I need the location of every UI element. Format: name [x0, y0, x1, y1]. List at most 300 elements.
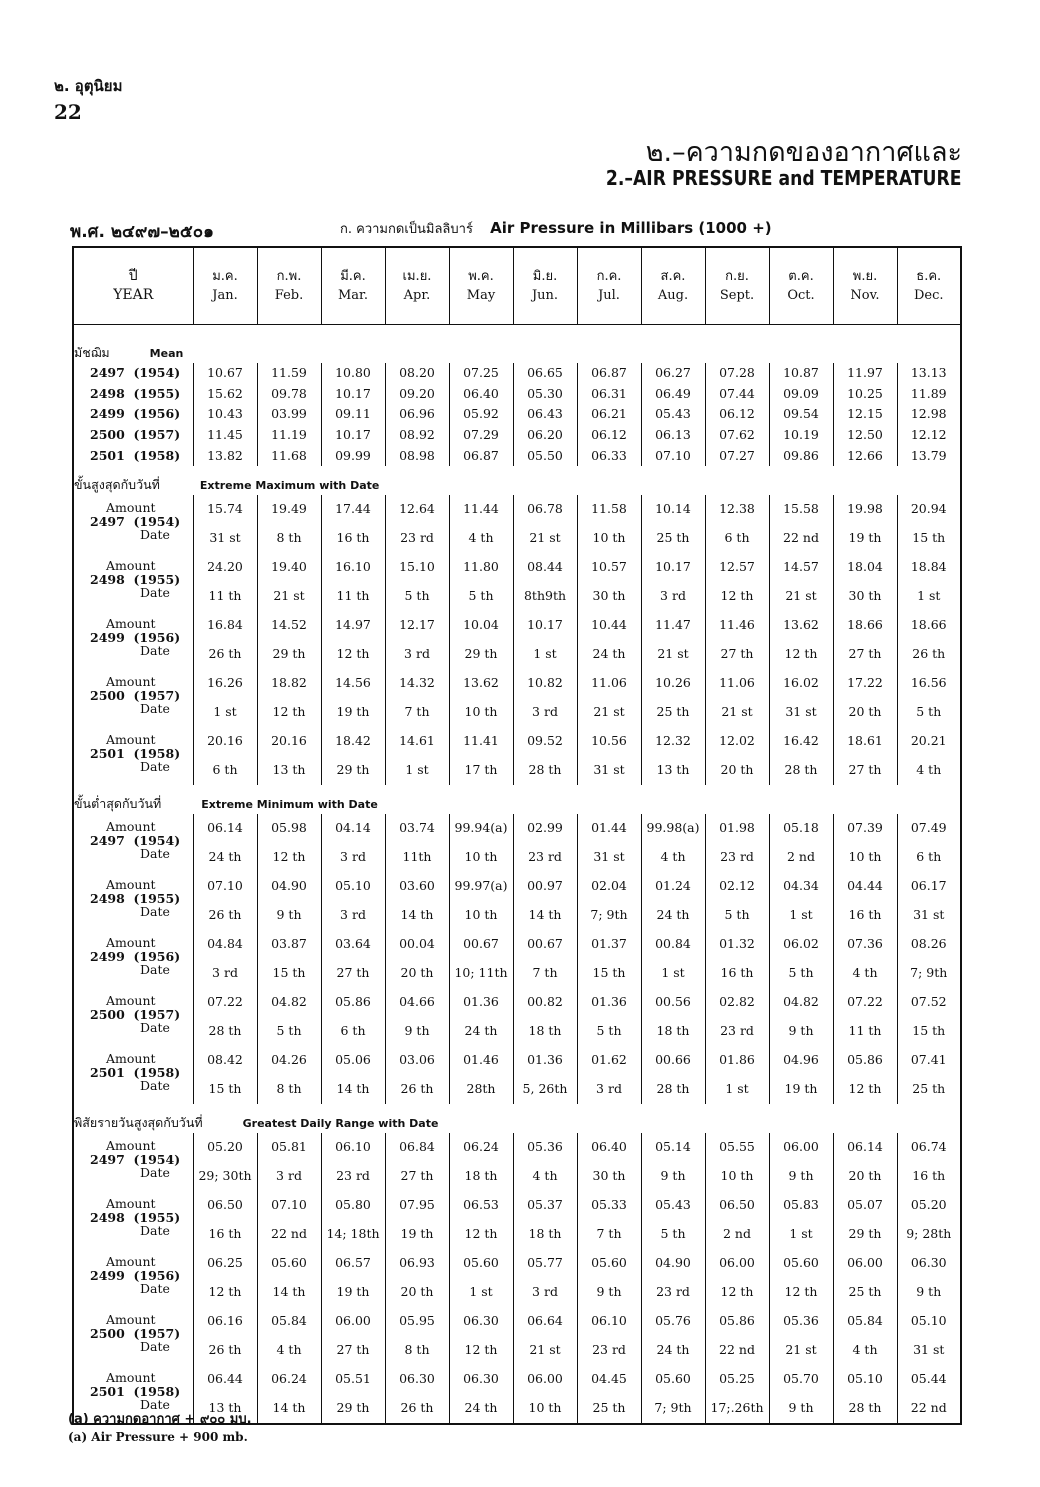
table-header-row	[73, 247, 961, 325]
date-cell: 25 th	[833, 1278, 897, 1307]
column-header-english: Jul.	[598, 288, 620, 303]
value-cell: 07.52	[897, 988, 961, 1017]
date-cell: 5 th	[449, 582, 513, 611]
date-cell: 3 rd	[193, 959, 257, 988]
date-cell: 12 th	[705, 1278, 769, 1307]
value-cell: 10.56	[577, 727, 641, 756]
year-label: 2501 (1958)	[90, 1064, 181, 1080]
value-cell: 05.20	[193, 1133, 257, 1162]
table-row-amount	[73, 1046, 961, 1075]
row-label	[73, 524, 193, 553]
table-row-amount	[73, 669, 961, 698]
table-row-amount	[73, 611, 961, 640]
amount-label: Amount	[106, 557, 156, 573]
column-header-thai: มิ.ย.	[532, 269, 558, 284]
value-cell: 11.45	[193, 425, 257, 446]
value-cell: 05.36	[513, 1133, 577, 1162]
value-cell: 06.93	[385, 1249, 449, 1278]
year-cell: 2498 (1955)	[90, 385, 181, 401]
value-cell: 11.68	[257, 445, 321, 466]
date-cell: 29 th	[449, 640, 513, 669]
row-label	[73, 698, 193, 727]
table-row-amount	[73, 988, 961, 1017]
date-cell: 18 th	[449, 1162, 513, 1191]
column-header-month	[769, 247, 833, 325]
date-cell: 28 th	[513, 756, 577, 785]
value-cell: 06.30	[449, 1307, 513, 1336]
value-cell: 00.04	[385, 930, 449, 959]
row-label	[73, 901, 193, 930]
subtitle-english: Air Pressure in Millibars (1000 +)	[490, 219, 772, 237]
value-cell: 04.66	[385, 988, 449, 1017]
row-label	[73, 1133, 193, 1167]
column-header-month	[385, 247, 449, 325]
value-cell: 10.57	[577, 553, 641, 582]
date-cell: 12 th	[449, 1220, 513, 1249]
column-header-thai: เม.ย.	[402, 269, 432, 284]
date-cell: 29 th	[321, 1394, 385, 1424]
date-cell: 24 th	[577, 640, 641, 669]
date-cell: 4 th	[833, 959, 897, 988]
value-cell: 06.00	[769, 1133, 833, 1162]
date-label: Date	[140, 903, 170, 919]
table-row-date	[73, 959, 961, 988]
date-cell: 3 rd	[321, 843, 385, 872]
date-cell: 29; 30th	[193, 1162, 257, 1191]
column-header-english: Apr.	[403, 288, 431, 303]
date-cell: 29 th	[833, 1220, 897, 1249]
value-cell: 07.39	[833, 814, 897, 843]
date-label: Date	[140, 845, 170, 861]
date-cell: 3 rd	[641, 582, 705, 611]
date-cell: 5 th	[769, 959, 833, 988]
year-label: 2499 (1956)	[90, 948, 181, 964]
date-label: Date	[140, 1338, 170, 1354]
date-cell: 30 th	[577, 582, 641, 611]
row-label	[73, 553, 193, 587]
date-cell: 23 rd	[577, 1336, 641, 1365]
date-cell: 28 th	[769, 756, 833, 785]
value-cell: 05.43	[641, 404, 705, 425]
value-cell: 07.41	[897, 1046, 961, 1075]
value-cell: 05.44	[897, 1365, 961, 1394]
date-cell: 3 rd	[385, 640, 449, 669]
row-label	[73, 611, 193, 645]
table-row-date	[73, 1162, 961, 1191]
date-cell: 21 st	[769, 582, 833, 611]
value-cell: 16.84	[193, 611, 257, 640]
date-cell: 13 th	[193, 1394, 257, 1424]
section-title-thai: พิสัยรายวันสูงสุดกับวันที่	[74, 1114, 203, 1130]
value-cell: 06.27	[641, 363, 705, 384]
date-cell: 21 st	[641, 640, 705, 669]
table-row-amount	[73, 1307, 961, 1336]
column-header-thai: ก.พ.	[276, 269, 302, 284]
date-label: Date	[140, 1077, 170, 1093]
date-cell: 20 th	[385, 1278, 449, 1307]
value-cell: 16.02	[769, 669, 833, 698]
value-cell: 05.43	[641, 1191, 705, 1220]
value-cell: 10.17	[321, 384, 385, 405]
period-label: พ.ศ. ๒๔๙๗–๒๕๐๑	[70, 222, 214, 242]
date-cell: 18 th	[513, 1220, 577, 1249]
value-cell: 06.24	[257, 1365, 321, 1394]
value-cell: 05.10	[321, 872, 385, 901]
value-cell: 06.12	[577, 425, 641, 446]
value-cell: 03.60	[385, 872, 449, 901]
table-row-date	[73, 1017, 961, 1046]
value-cell: 14.57	[769, 553, 833, 582]
row-label	[73, 1191, 193, 1225]
value-cell: 20.94	[897, 495, 961, 524]
date-cell: 19 th	[833, 524, 897, 553]
amount-label: Amount	[106, 1253, 156, 1269]
value-cell: 06.33	[577, 445, 641, 466]
value-cell: 06.84	[385, 1133, 449, 1162]
value-cell: 01.24	[641, 872, 705, 901]
date-cell: 27 th	[833, 640, 897, 669]
table-row-amount	[73, 553, 961, 582]
title-english: 2.–AIR PRESSURE and TEMPERATURE	[606, 166, 962, 190]
year-label: 2500 (1957)	[90, 1006, 181, 1022]
date-cell: 10 th	[705, 1162, 769, 1191]
value-cell: 10.26	[641, 669, 705, 698]
value-cell: 07.29	[449, 425, 513, 446]
date-cell: 23 rd	[385, 524, 449, 553]
year-label: 2497 (1954)	[90, 1151, 181, 1167]
year-label: 2501 (1958)	[90, 1383, 181, 1399]
value-cell: 04.90	[257, 872, 321, 901]
value-cell: 06.50	[705, 1191, 769, 1220]
value-cell: 06.40	[577, 1133, 641, 1162]
value-cell: 14.56	[321, 669, 385, 698]
value-cell: 00.82	[513, 988, 577, 1017]
value-cell: 15.58	[769, 495, 833, 524]
row-label	[73, 1249, 193, 1283]
date-cell: 15 th	[257, 959, 321, 988]
value-cell: 01.36	[577, 988, 641, 1017]
date-cell: 5 th	[705, 901, 769, 930]
value-cell: 05.80	[321, 1191, 385, 1220]
value-cell: 13.13	[897, 363, 961, 384]
value-cell: 05.20	[897, 1191, 961, 1220]
amount-label: Amount	[106, 499, 156, 515]
column-header-english: Aug.	[657, 288, 689, 303]
value-cell: 06.14	[833, 1133, 897, 1162]
value-cell: 12.98	[897, 404, 961, 425]
date-cell: 2 nd	[769, 843, 833, 872]
date-cell: 31 st	[897, 901, 961, 930]
value-cell: 15.74	[193, 495, 257, 524]
value-cell: 06.49	[641, 384, 705, 405]
value-cell: 99.94(a)	[449, 814, 513, 843]
value-cell: 06.13	[641, 425, 705, 446]
value-cell: 06.30	[385, 1365, 449, 1394]
date-cell: 21 st	[257, 582, 321, 611]
date-cell: 27 th	[321, 959, 385, 988]
value-cell: 10.44	[577, 611, 641, 640]
table-row	[73, 363, 961, 384]
row-label	[73, 988, 193, 1022]
amount-label: Amount	[106, 1195, 156, 1211]
date-cell: 24 th	[641, 901, 705, 930]
value-cell: 19.49	[257, 495, 321, 524]
value-cell: 06.17	[897, 872, 961, 901]
value-cell: 07.22	[193, 988, 257, 1017]
value-cell: 07.44	[705, 384, 769, 405]
column-header-thai: ก.ค.	[596, 269, 622, 284]
value-cell: 06.00	[321, 1307, 385, 1336]
table-row-amount	[73, 930, 961, 959]
value-cell: 03.64	[321, 930, 385, 959]
value-cell: 06.43	[513, 404, 577, 425]
year-label: 2500 (1957)	[90, 1325, 181, 1341]
value-cell: 07.10	[257, 1191, 321, 1220]
date-cell: 14 th	[513, 901, 577, 930]
column-header-thai: ส.ค.	[660, 269, 686, 284]
year-cell: 2499 (1956)	[90, 406, 181, 422]
amount-label: Amount	[106, 1369, 156, 1385]
value-cell: 04.82	[769, 988, 833, 1017]
date-cell: 2 nd	[705, 1220, 769, 1249]
value-cell: 11.97	[833, 363, 897, 384]
date-cell: 1 st	[193, 698, 257, 727]
value-cell: 11.89	[897, 384, 961, 405]
value-cell: 10.80	[321, 363, 385, 384]
date-cell: 12 th	[257, 698, 321, 727]
date-cell: 26 th	[193, 901, 257, 930]
value-cell: 00.97	[513, 872, 577, 901]
value-cell: 04.84	[193, 930, 257, 959]
column-header-month	[705, 247, 769, 325]
value-cell: 12.32	[641, 727, 705, 756]
date-cell: 16 th	[833, 901, 897, 930]
date-cell: 9 th	[769, 1162, 833, 1191]
value-cell: 11.47	[641, 611, 705, 640]
title-thai: ๒.–ความกดของอากาศและ	[645, 137, 962, 168]
date-label: Date	[140, 1222, 170, 1238]
value-cell: 01.32	[705, 930, 769, 959]
value-cell: 09.99	[321, 445, 385, 466]
air-pressure-table	[72, 246, 962, 1425]
date-cell: 11 th	[833, 1017, 897, 1046]
column-header-month	[193, 247, 257, 325]
table-row-amount	[73, 1249, 961, 1278]
value-cell: 08.26	[897, 930, 961, 959]
date-cell: 4 th	[897, 756, 961, 785]
value-cell: 06.44	[193, 1365, 257, 1394]
column-header-thai: ต.ค.	[788, 269, 814, 284]
date-cell: 20 th	[833, 1162, 897, 1191]
value-cell: 10.87	[769, 363, 833, 384]
column-header-thai: พ.ค.	[468, 269, 494, 284]
value-cell: 09.86	[769, 445, 833, 466]
value-cell: 05.84	[257, 1307, 321, 1336]
column-header-english: Feb.	[274, 288, 304, 303]
table-row-date	[73, 1075, 961, 1104]
value-cell: 14.97	[321, 611, 385, 640]
date-cell: 7 th	[385, 698, 449, 727]
value-cell: 09.09	[769, 384, 833, 405]
value-cell: 14.52	[257, 611, 321, 640]
date-cell: 1 st	[705, 1075, 769, 1104]
date-cell: 10 th	[449, 901, 513, 930]
value-cell: 06.64	[513, 1307, 577, 1336]
value-cell: 06.10	[577, 1307, 641, 1336]
date-cell: 7 th	[513, 959, 577, 988]
value-cell: 06.00	[705, 1249, 769, 1278]
date-cell: 28th	[449, 1075, 513, 1104]
section-title-english: Greatest Daily Range with Date	[242, 1116, 439, 1130]
date-cell: 25 th	[641, 698, 705, 727]
value-cell: 11.44	[449, 495, 513, 524]
date-cell: 24 th	[193, 843, 257, 872]
value-cell: 05.60	[769, 1249, 833, 1278]
date-cell: 3 rd	[513, 1278, 577, 1307]
value-cell: 10.17	[321, 425, 385, 446]
date-cell: 31 st	[769, 698, 833, 727]
row-label	[73, 669, 193, 703]
value-cell: 12.02	[705, 727, 769, 756]
date-cell: 4 th	[513, 1162, 577, 1191]
date-cell: 15 th	[897, 1017, 961, 1046]
value-cell: 00.67	[449, 930, 513, 959]
date-cell: 3 rd	[257, 1162, 321, 1191]
date-cell: 12 th	[257, 843, 321, 872]
column-header-english: Oct.	[787, 288, 815, 303]
value-cell: 11.59	[257, 363, 321, 384]
value-cell: 05.95	[385, 1307, 449, 1336]
table-row-date	[73, 698, 961, 727]
value-cell: 08.44	[513, 553, 577, 582]
date-cell: 20 th	[705, 756, 769, 785]
footnote-english: (a) Air Pressure + 900 mb.	[68, 1430, 248, 1444]
date-cell: 26 th	[193, 1336, 257, 1365]
value-cell: 07.49	[897, 814, 961, 843]
column-header-month	[321, 247, 385, 325]
date-cell: 26 th	[385, 1075, 449, 1104]
row-label	[73, 1220, 193, 1249]
date-cell: 13 th	[257, 756, 321, 785]
section-title-english: Mean	[149, 347, 184, 360]
date-cell: 14 th	[385, 901, 449, 930]
value-cell: 13.62	[769, 611, 833, 640]
date-cell: 1 st	[769, 1220, 833, 1249]
value-cell: 05.86	[321, 988, 385, 1017]
date-cell: 8th9th	[513, 582, 577, 611]
date-cell: 12 th	[833, 1075, 897, 1104]
value-cell: 07.62	[705, 425, 769, 446]
date-cell: 19 th	[321, 1278, 385, 1307]
row-label	[73, 1365, 193, 1399]
row-label	[73, 872, 193, 906]
date-cell: 4 th	[449, 524, 513, 553]
value-cell: 12.64	[385, 495, 449, 524]
value-cell: 06.30	[897, 1249, 961, 1278]
value-cell: 01.62	[577, 1046, 641, 1075]
value-cell: 10.43	[193, 404, 257, 425]
page-number: 22	[54, 100, 82, 124]
date-cell: 6 th	[193, 756, 257, 785]
value-cell: 11.06	[577, 669, 641, 698]
date-cell: 16 th	[705, 959, 769, 988]
column-header-thai: ม.ค.	[212, 269, 238, 284]
value-cell: 12.17	[385, 611, 449, 640]
column-header-month	[641, 247, 705, 325]
column-header-english: Sept.	[719, 288, 755, 303]
value-cell: 04.82	[257, 988, 321, 1017]
value-cell: 05.60	[577, 1249, 641, 1278]
date-cell: 5 th	[577, 1017, 641, 1046]
value-cell: 20.16	[193, 727, 257, 756]
date-cell: 3 rd	[321, 901, 385, 930]
row-label	[73, 1046, 193, 1080]
column-header-month	[833, 247, 897, 325]
date-cell: 8 th	[385, 1336, 449, 1365]
value-cell: 05.60	[257, 1249, 321, 1278]
date-cell: 20 th	[833, 698, 897, 727]
value-cell: 12.15	[833, 404, 897, 425]
date-cell: 17;.26th	[705, 1394, 769, 1424]
value-cell: 05.76	[641, 1307, 705, 1336]
date-cell: 28 th	[833, 1394, 897, 1424]
column-header-english: Jun.	[531, 288, 559, 303]
date-cell: 13 th	[641, 756, 705, 785]
value-cell: 11.80	[449, 553, 513, 582]
value-cell: 12.38	[705, 495, 769, 524]
column-header-thai: ปี	[128, 268, 138, 284]
column-header-thai: มี.ค.	[340, 269, 366, 284]
value-cell: 12.50	[833, 425, 897, 446]
date-cell: 24 th	[641, 1336, 705, 1365]
date-cell: 22 nd	[705, 1336, 769, 1365]
row-label	[73, 1075, 193, 1104]
value-cell: 10.04	[449, 611, 513, 640]
row-label	[73, 727, 193, 761]
date-cell: 16 th	[321, 524, 385, 553]
value-cell: 19.40	[257, 553, 321, 582]
value-cell: 01.36	[513, 1046, 577, 1075]
value-cell: 02.82	[705, 988, 769, 1017]
date-cell: 29 th	[321, 756, 385, 785]
table-row-amount	[73, 1133, 961, 1162]
date-cell: 11 th	[321, 582, 385, 611]
value-cell: 07.10	[641, 445, 705, 466]
section-title	[73, 325, 961, 364]
column-header-month	[897, 247, 961, 325]
date-cell: 4 th	[833, 1336, 897, 1365]
column-header-english: May	[466, 288, 496, 303]
amount-label: Amount	[106, 1137, 156, 1153]
value-cell: 05.18	[769, 814, 833, 843]
value-cell: 03.06	[385, 1046, 449, 1075]
value-cell: 06.74	[897, 1133, 961, 1162]
section-header-row	[73, 1104, 961, 1133]
table-row-amount	[73, 1365, 961, 1394]
date-cell: 23 rd	[641, 1278, 705, 1307]
value-cell: 05.36	[769, 1307, 833, 1336]
date-cell: 31 st	[577, 843, 641, 872]
year-cell: 2501 (1958)	[90, 447, 181, 463]
row-label	[73, 640, 193, 669]
date-cell: 4 th	[641, 843, 705, 872]
value-cell: 05.70	[769, 1365, 833, 1394]
value-cell: 99.98(a)	[641, 814, 705, 843]
date-cell: 26 th	[193, 640, 257, 669]
date-cell: 15 th	[897, 524, 961, 553]
value-cell: 01.36	[449, 988, 513, 1017]
date-cell: 26 th	[897, 640, 961, 669]
